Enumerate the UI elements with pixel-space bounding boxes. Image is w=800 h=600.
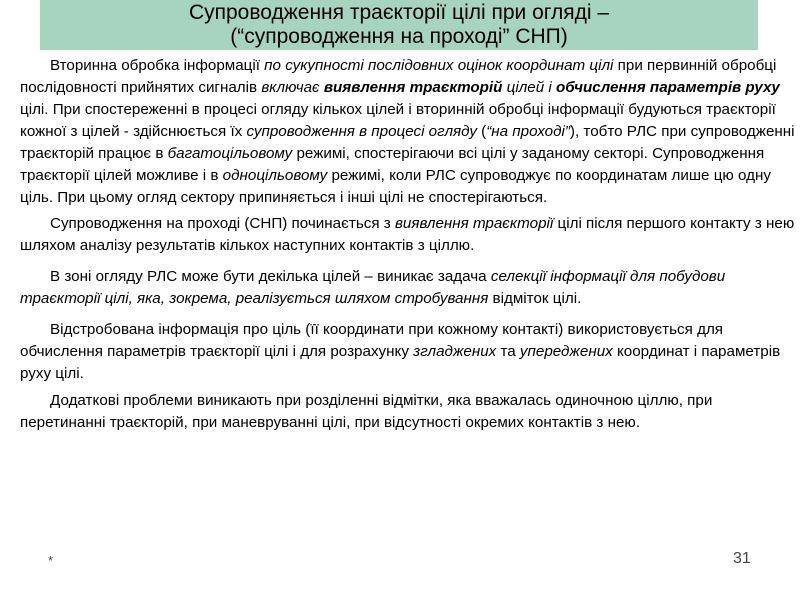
body-paragraph: [20, 55, 795, 209]
emphasis-text: виявлення траєкторії: [394, 214, 554, 232]
body-paragraph: [20, 319, 795, 385]
emphasis-text: згладжених: [413, 342, 497, 360]
paragraph-text: цілі після першого контакту з нею шляхом аналізу результатів кількох наступних контактів з ціллю.: [20, 214, 795, 254]
emphasis-text: по сукупності послідовних оцінок координат цілі: [264, 57, 614, 74]
paragraph-text: Вторинна обробка інформації: [50, 57, 265, 74]
paragraph-text: режимі, коли РЛС супроводжує по координатам лише цю одну ціль. При цьому огляд сектору припиняється і інші цілі не спостерігаються.: [20, 167, 771, 206]
paragraph-text: Відстробована інформація про ціль (її координати при кожному контакті) використовується для обчислення параметрів траєкторії цілі і для розрахунку: [20, 320, 724, 360]
emphasis-text: “на проході”: [486, 123, 570, 140]
emphasis-text: цілей і: [506, 79, 552, 96]
paragraph-text: відміток цілі.: [488, 289, 582, 307]
paragraph-text: (: [476, 123, 487, 140]
paragraph-text: режимі, спостерігаючи всі цілі у заданому секторі. Супроводження траєкторії цілей можливе і в: [20, 145, 765, 184]
slide-body: [20, 55, 795, 437]
paragraph-text: ), тобто РЛС при супроводженні траєкторій працює в: [20, 123, 795, 162]
emphasis-text: багатоцільовому: [167, 145, 293, 162]
paragraph-text: координат і параметрів руху цілі.: [20, 342, 781, 382]
footer-marker: *: [48, 553, 54, 568]
emphasis-text: включає: [261, 79, 320, 96]
paragraph-text: при первинній обробці послідовності прийнятих сигналів: [20, 57, 777, 96]
slide-title-line-2: (“супроводження на проході” СНП): [230, 25, 568, 48]
body-paragraph: [20, 266, 795, 310]
slide-title: [40, 0, 758, 49]
emphasis-text: селекції інформації для побудови траєкторії цілі, яка, зокрема, реалізується шляхом стробування: [20, 267, 726, 307]
paragraph-text: цілі. При спостереженні в процесі огляду кількох цілей і вторинній обробці інформації будуються траєкторії кожної з цілей - здійснюється їх: [20, 101, 776, 140]
page-number: 31: [733, 550, 751, 567]
paragraph-text: В зоні огляду РЛС може бути декілька цілей – виникає задача: [50, 267, 491, 285]
emphasis-text: одноцільовому: [222, 167, 328, 184]
paragraph-text: Додаткові проблеми виникають при розділенні відмітки, яка вважалась одиночною ціллю, при перетинанні траєкторій, при маневруванні цілі, при відсутності окремих контактів з нею.: [20, 391, 713, 431]
emphasis-text: упереджених: [519, 342, 613, 360]
slide-title-box: [40, 0, 758, 50]
body-paragraph: [20, 390, 795, 434]
emphasis-text: обчислення параметрів руху: [556, 79, 780, 96]
emphasis-text: супроводження в процесі огляду: [246, 123, 477, 140]
slide-title-line-1: Супроводження траєкторії цілі при огляді –: [188, 1, 610, 24]
paragraph-text: та: [496, 342, 520, 360]
body-paragraph: [20, 213, 795, 257]
emphasis-text: виявлення траєкторій: [323, 79, 503, 96]
paragraph-text: Супроводження на проході (СНП) починається з: [50, 214, 395, 232]
